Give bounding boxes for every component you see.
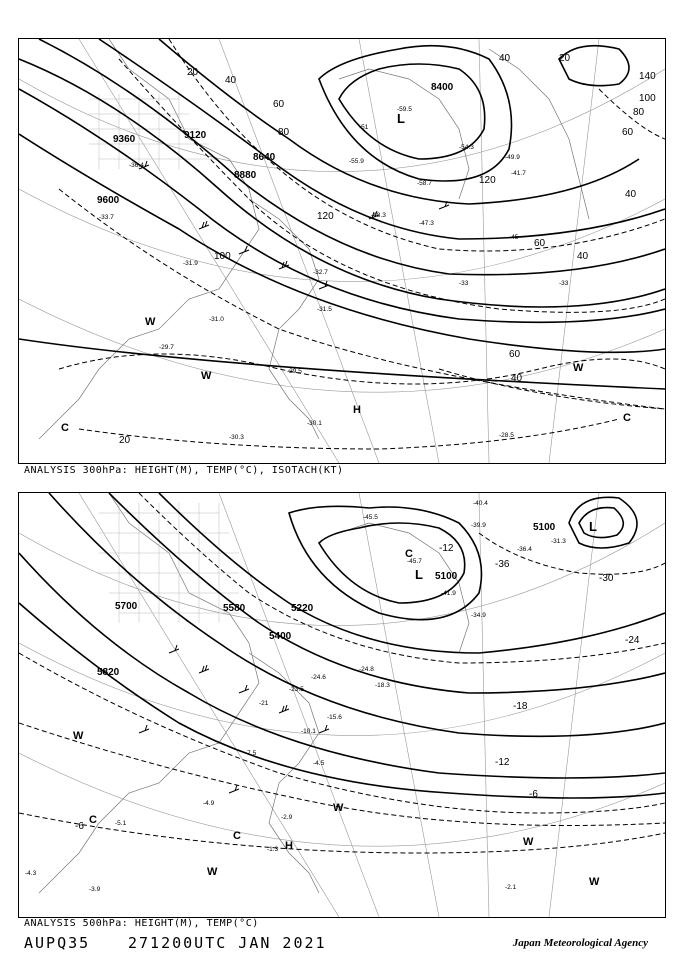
temp-value: -51 [359, 124, 369, 131]
temp-value: -31.5 [317, 306, 332, 313]
temp-value: -4.3 [25, 870, 37, 877]
isotach-label: 60 [534, 238, 546, 249]
temp-value: -5.1 [115, 820, 127, 827]
temp-value: -4.5 [313, 760, 325, 767]
temp-value: -55.9 [349, 158, 364, 165]
temp-value: -45.7 [407, 558, 422, 565]
cold-center: C [233, 830, 241, 842]
temp-value: -33 [559, 280, 569, 287]
height-contours [19, 493, 665, 798]
temp-value: -7.5 [245, 750, 257, 757]
temp-value: -45 [509, 234, 519, 241]
temp-contour-label: -6 [75, 821, 84, 832]
isotach-label: 60 [273, 99, 285, 110]
temp-value: -34.9 [471, 612, 486, 619]
isotach-label: 60 [509, 349, 521, 360]
height-label: 9120 [184, 130, 207, 141]
cold-center: C [405, 548, 413, 560]
isotach-contours [59, 39, 665, 449]
isotach-label: 120 [479, 175, 496, 186]
isotach-label: 40 [225, 75, 237, 86]
high-center: H [285, 840, 293, 852]
isotach-label: 40 [625, 189, 637, 200]
temp-value: -23.5 [289, 686, 304, 693]
isotach-labels [119, 53, 656, 446]
temp-value: -33.7 [99, 214, 114, 221]
warm-center: W [207, 866, 218, 878]
high-center: H [353, 404, 361, 416]
temp-value: -10.1 [301, 728, 316, 735]
temp-contour-label: -12 [495, 757, 510, 768]
isotach-label: 40 [499, 53, 511, 64]
temp-value: -30.3 [229, 434, 244, 441]
temp-value: -59.5 [397, 106, 412, 113]
chart-code: AUPQ35 [24, 934, 91, 952]
map-300hpa [18, 38, 666, 464]
temp-value: -41.9 [441, 590, 456, 597]
temp-contour-label: -36 [495, 559, 510, 570]
temp-value: -3.9 [89, 886, 101, 893]
temp-value: -24.6 [311, 674, 326, 681]
temp-value: -31.3 [551, 538, 566, 545]
isotach-label: 80 [633, 107, 645, 118]
height-label: 8400 [431, 82, 454, 93]
isotach-label: 20 [559, 53, 571, 64]
low-center: L [397, 111, 405, 126]
height-label: 5100 [435, 571, 458, 582]
height-label: 5820 [97, 667, 120, 678]
temp-value: -15.6 [327, 714, 342, 721]
temp-contour-label: -6 [529, 789, 538, 800]
temp-value: -39.9 [471, 522, 486, 529]
temp-value: -58.7 [417, 180, 432, 187]
isotach-label: 80 [278, 127, 290, 138]
warm-center: W [73, 730, 84, 742]
warm-center: W [589, 876, 600, 888]
temp-contour-label: -24 [625, 635, 640, 646]
isotach-label: 40 [511, 373, 523, 384]
temp-contour-label: -18 [513, 701, 528, 712]
temp-value: -54.3 [459, 144, 474, 151]
isotach-label: 120 [317, 211, 334, 222]
height-labels [97, 522, 556, 678]
temp-value: -36.4 [517, 546, 532, 553]
height-label: 5400 [269, 631, 292, 642]
map-300hpa-svg [19, 39, 665, 463]
temp-value: -40.4 [473, 500, 488, 507]
height-label: 5220 [291, 603, 314, 614]
warm-center: W [573, 362, 584, 374]
warm-center: W [145, 316, 156, 328]
height-label: 8880 [234, 170, 257, 181]
cold-center: C [623, 412, 631, 424]
low-center: L [589, 519, 597, 534]
warm-center: W [201, 370, 212, 382]
temp-value: -33 [459, 280, 469, 287]
cold-center: C [61, 422, 69, 434]
temp-value: -47.3 [419, 220, 434, 227]
height-label: 5700 [115, 601, 138, 612]
agency-name: Japan Meteorological Agency [512, 937, 648, 949]
height-label: 9360 [113, 134, 136, 145]
low-center: L [415, 567, 423, 582]
temp-value: -45.5 [363, 514, 378, 521]
caption-300hpa: ANALYSIS 300hPa: HEIGHT(M), TEMP(°C), ISOTACH(KT) [24, 465, 344, 476]
cold-center: C [89, 814, 97, 826]
temp-value: -1.3 [267, 846, 279, 853]
temp-value: -36.4 [129, 162, 144, 169]
temp-value: -4.9 [203, 800, 215, 807]
height-contours [19, 39, 665, 389]
temp-value: -48.3 [371, 212, 386, 219]
height-label: 5100 [533, 522, 556, 533]
temp-value: -49.9 [505, 154, 520, 161]
height-label: 9600 [97, 195, 120, 206]
temp-value: -41.7 [511, 170, 526, 177]
caption-500hpa: ANALYSIS 500hPa: HEIGHT(M), TEMP(°C) [24, 918, 259, 929]
temp-contour-label: -30 [599, 573, 614, 584]
isotach-label: 20 [187, 67, 199, 78]
isotach-label: 100 [639, 93, 656, 104]
temp-value: -29.5 [287, 368, 302, 375]
temp-contour-label: -12 [439, 543, 454, 554]
isotach-label: 40 [577, 251, 589, 262]
temp-value: -24.8 [359, 666, 374, 673]
temp-value: -32.7 [313, 269, 328, 276]
isotach-label: 60 [622, 127, 634, 138]
height-label: 5580 [223, 603, 246, 614]
temp-value: -18.3 [375, 682, 390, 689]
temp-value: -2.1 [505, 884, 517, 891]
warm-center: W [333, 802, 344, 814]
map-500hpa [18, 492, 666, 918]
temp-value: -30.1 [307, 420, 322, 427]
temp-value: -31.9 [183, 260, 198, 267]
valid-datetime: 271200UTC JAN 2021 [128, 934, 327, 952]
warm-center: W [523, 836, 534, 848]
isotach-label: 100 [214, 251, 231, 262]
temp-value: -31.0 [209, 316, 224, 323]
temp-value: -28.5 [499, 432, 514, 439]
temp-value: -21 [259, 700, 269, 707]
temp-value: -2.9 [281, 814, 293, 821]
temp-value: -29.7 [159, 344, 174, 351]
map-500hpa-svg [19, 493, 665, 917]
height-label: 8640 [253, 152, 276, 163]
isotach-label: 20 [119, 435, 131, 446]
isotach-label: 140 [639, 71, 656, 82]
